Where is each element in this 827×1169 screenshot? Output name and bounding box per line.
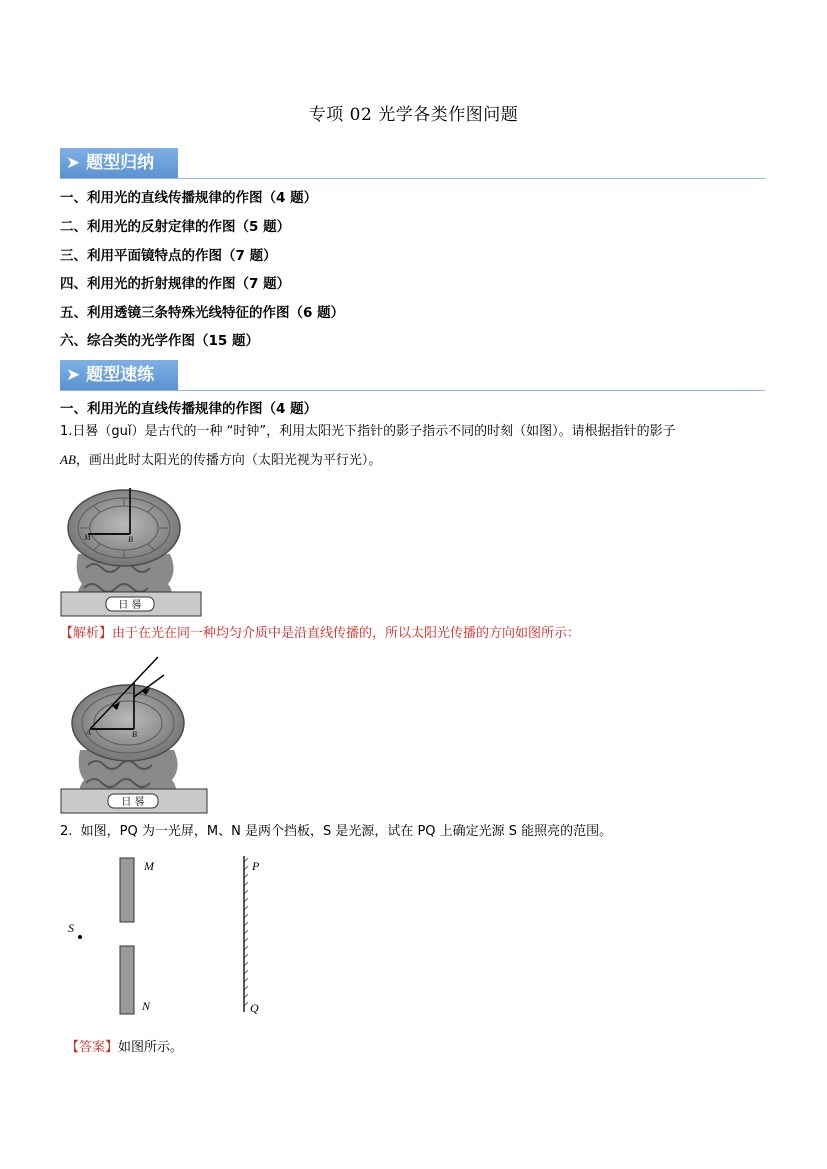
analysis-text: 由于在光在同一种均匀介质中是沿直线传播的，所以太阳光传播的方向如图所示： <box>112 626 581 641</box>
sundial-answer-image <box>60 655 210 815</box>
label-n: N <box>142 999 151 1013</box>
banner-label: ➤ 题型速练 <box>60 360 178 390</box>
label-p: P <box>252 859 260 873</box>
category-item: 六、综合类的光学作图（15 题） <box>60 333 259 349</box>
banner-rule <box>60 390 765 391</box>
answer-line <box>66 1034 771 1062</box>
question-2-text <box>60 818 765 846</box>
answer-text: 如图所示。 <box>118 1040 184 1055</box>
question-1-line-2 <box>60 446 765 475</box>
label-b: B <box>132 730 137 739</box>
category-item: 四、利用光的折射规律的作图（7 题） <box>60 276 291 292</box>
label-b: B <box>128 535 133 544</box>
light-source-s <box>78 935 82 939</box>
analysis-line <box>60 620 765 648</box>
label-s: S <box>68 921 74 935</box>
category-item: 一、利用光的直线传播规律的作图（4 题） <box>60 190 318 206</box>
label-q: Q <box>250 1001 259 1015</box>
question-1-line-1: 1.日晷（guǐ）是古代的一种 “时钟”，利用太阳光下指针的影子指示不同的时刻（如图）。请根据指针的影子 <box>60 424 676 439</box>
section-banner-practice <box>60 360 765 394</box>
question-2-body: 如图，PQ 为一光屏，M、N 是两个挡板，S 是光源，试在 PQ 上确定光源 S 能照亮的范围。 <box>80 824 613 839</box>
analysis-tag: 【解析】 <box>60 626 113 641</box>
variable-ab: AB <box>60 452 76 467</box>
figure-label: 日 晷 <box>118 600 142 611</box>
section-heading: 一、利用光的直线传播规律的作图（4 题） <box>60 401 318 417</box>
label-m: M <box>144 859 154 873</box>
figure-label: 日 晷 <box>121 797 145 808</box>
sundial-figure <box>60 484 202 617</box>
label-m: M <box>84 533 91 542</box>
category-item: 二、利用光的反射定律的作图（5 题） <box>60 219 291 235</box>
baffle-diagram <box>60 852 280 1022</box>
page-title: 专项 02 光学各类作图问题 <box>308 105 519 125</box>
question-1-line-2-rest: ，画出此时太阳光的传播方向（太阳光视为平行光）。 <box>75 453 382 468</box>
section-banner-summary <box>60 148 765 182</box>
sundial-disc <box>72 685 184 761</box>
baffle-figure <box>60 852 280 1022</box>
banner-rule <box>60 178 765 179</box>
baffle-m <box>120 858 134 922</box>
category-item: 五、利用透镜三条特殊光线特征的作图（6 题） <box>60 305 345 321</box>
sundial-image <box>60 484 202 617</box>
question-1-text <box>60 418 765 475</box>
question-2-number: 2. <box>60 824 73 839</box>
sundial-answer-figure <box>60 655 210 815</box>
category-item: 三、利用平面镜特点的作图（7 题） <box>60 248 277 264</box>
answer-tag: 【答案】 <box>66 1040 119 1055</box>
banner-label: ➤ 题型归纳 <box>60 148 178 178</box>
label-a: A <box>86 728 91 737</box>
baffle-n <box>120 946 134 1014</box>
